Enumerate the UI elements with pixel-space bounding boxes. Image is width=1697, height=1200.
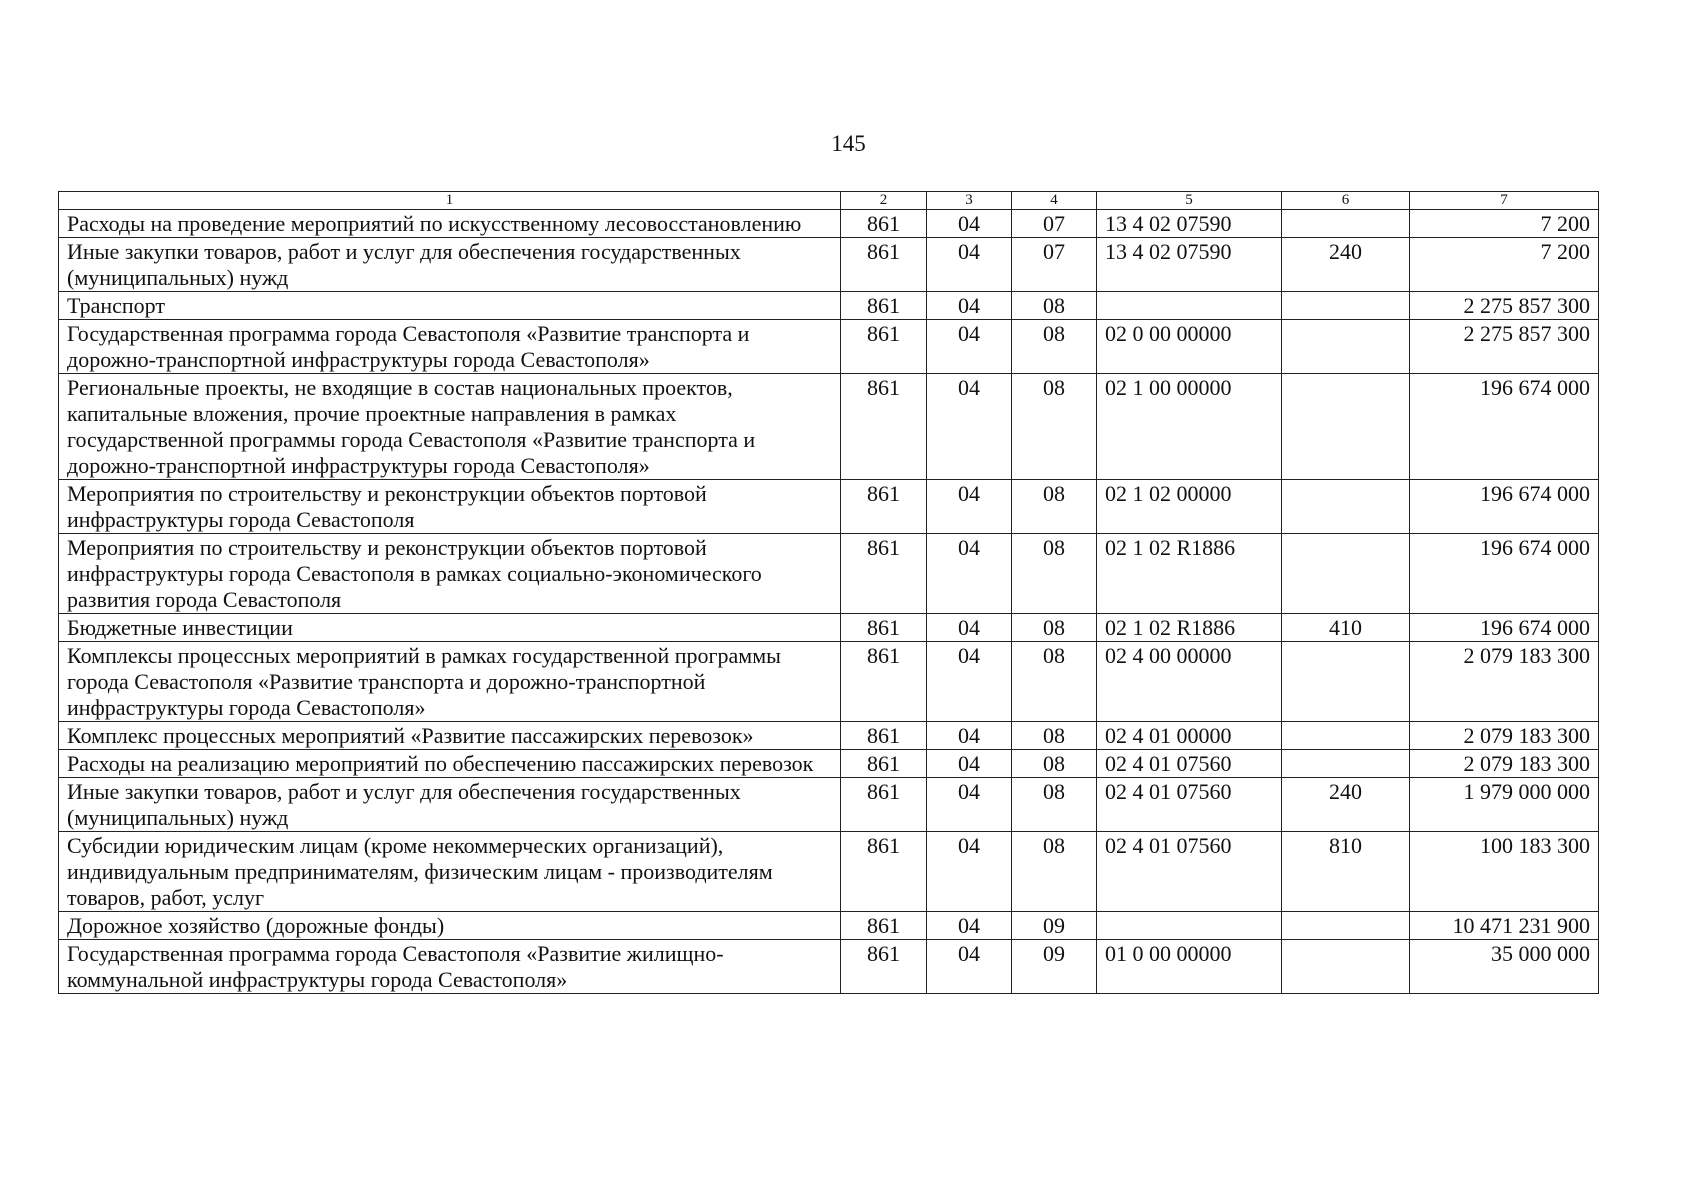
ministry-code: 861 (841, 750, 927, 778)
expense-kind-code (1282, 750, 1410, 778)
column-number: 3 (927, 192, 1012, 210)
table-row (59, 722, 1599, 750)
target-article-code: 02 4 01 00000 (1097, 722, 1282, 750)
table-row (59, 778, 1599, 832)
target-article-code: 02 1 02 00000 (1097, 480, 1282, 534)
page-number: 145 (831, 131, 866, 156)
section-code: 04 (927, 374, 1012, 480)
table-row (59, 750, 1599, 778)
section-code: 04 (927, 534, 1012, 614)
expense-kind-code (1282, 210, 1410, 238)
section-code: 04 (927, 480, 1012, 534)
row-name: Комплекс процессных мероприятий «Развитие пассажирских перевозок» (59, 722, 841, 750)
section-code: 04 (927, 210, 1012, 238)
table-row (59, 292, 1599, 320)
section-code: 04 (927, 292, 1012, 320)
subsection-code: 08 (1012, 722, 1097, 750)
row-name: Комплексы процессных мероприятий в рамках государственной программы города Севастополя «Развитие транспорта и дорожно-транспортной инфраструктуры города Севастополя» (59, 642, 841, 722)
column-number: 4 (1012, 192, 1097, 210)
column-number: 1 (59, 192, 841, 210)
expense-kind-code: 240 (1282, 238, 1410, 292)
amount: 2 275 857 300 (1410, 320, 1599, 374)
target-article-code: 13 4 02 07590 (1097, 210, 1282, 238)
amount: 7 200 (1410, 210, 1599, 238)
target-article-code: 02 1 02 R1886 (1097, 614, 1282, 642)
subsection-code: 08 (1012, 614, 1097, 642)
target-article-code: 13 4 02 07590 (1097, 238, 1282, 292)
section-code: 04 (927, 614, 1012, 642)
section-code: 04 (927, 642, 1012, 722)
section-code: 04 (927, 722, 1012, 750)
row-name: Региональные проекты, не входящие в состав национальных проектов, капитальные вложения, прочие проектные направления в рамках государственной программы города Севастополя «Развитие транспорта и дорожно-транспортной инфраструктуры города Севастополя» (59, 374, 841, 480)
section-code: 04 (927, 238, 1012, 292)
expense-kind-code: 810 (1282, 832, 1410, 912)
subsection-code: 08 (1012, 320, 1097, 374)
amount: 2 079 183 300 (1410, 750, 1599, 778)
target-article-code: 02 4 01 07560 (1097, 750, 1282, 778)
expense-kind-code: 410 (1282, 614, 1410, 642)
column-number: 7 (1410, 192, 1599, 210)
column-number-row (59, 192, 1599, 210)
row-name: Мероприятия по строительству и реконструкции объектов портовой инфраструктуры города Севастополя (59, 480, 841, 534)
subsection-code: 08 (1012, 642, 1097, 722)
table-row (59, 320, 1599, 374)
budget-table (58, 191, 1599, 994)
section-code: 04 (927, 750, 1012, 778)
subsection-code: 08 (1012, 480, 1097, 534)
target-article-code: 02 1 02 R1886 (1097, 534, 1282, 614)
ministry-code: 861 (841, 534, 927, 614)
table-row (59, 480, 1599, 534)
row-name: Субсидии юридическим лицам (кроме некоммерческих организаций), индивидуальным предпринимателям, физическим лицам - производителям товаров, работ, услуг (59, 832, 841, 912)
ministry-code: 861 (841, 374, 927, 480)
expense-kind-code: 240 (1282, 778, 1410, 832)
row-name: Бюджетные инвестиции (59, 614, 841, 642)
row-name: Мероприятия по строительству и реконструкции объектов портовой инфраструктуры города Севастополя в рамках социально-экономического развития города Севастополя (59, 534, 841, 614)
ministry-code: 861 (841, 722, 927, 750)
table-row (59, 940, 1599, 994)
target-article-code: 02 4 01 07560 (1097, 832, 1282, 912)
ministry-code: 861 (841, 480, 927, 534)
target-article-code: 02 4 00 00000 (1097, 642, 1282, 722)
expense-kind-code (1282, 534, 1410, 614)
subsection-code: 08 (1012, 750, 1097, 778)
subsection-code: 08 (1012, 534, 1097, 614)
amount: 2 275 857 300 (1410, 292, 1599, 320)
target-article-code (1097, 912, 1282, 940)
amount: 2 079 183 300 (1410, 642, 1599, 722)
target-article-code: 02 1 00 00000 (1097, 374, 1282, 480)
target-article-code: 02 4 01 07560 (1097, 778, 1282, 832)
section-code: 04 (927, 940, 1012, 994)
row-name: Иные закупки товаров, работ и услуг для обеспечения государственных (муниципальных) нужд (59, 238, 841, 292)
expense-kind-code (1282, 374, 1410, 480)
subsection-code: 08 (1012, 374, 1097, 480)
table-row (59, 238, 1599, 292)
amount: 1 979 000 000 (1410, 778, 1599, 832)
amount: 196 674 000 (1410, 374, 1599, 480)
amount: 196 674 000 (1410, 614, 1599, 642)
amount: 35 000 000 (1410, 940, 1599, 994)
subsection-code: 09 (1012, 912, 1097, 940)
subsection-code: 08 (1012, 292, 1097, 320)
budget-table-body (59, 210, 1599, 994)
amount: 10 471 231 900 (1410, 912, 1599, 940)
ministry-code: 861 (841, 832, 927, 912)
expense-kind-code (1282, 480, 1410, 534)
table-row (59, 534, 1599, 614)
row-name: Расходы на реализацию мероприятий по обеспечению пассажирских перевозок (59, 750, 841, 778)
row-name: Иные закупки товаров, работ и услуг для обеспечения государственных (муниципальных) нужд (59, 778, 841, 832)
target-article-code (1097, 292, 1282, 320)
target-article-code: 02 0 00 00000 (1097, 320, 1282, 374)
amount: 196 674 000 (1410, 534, 1599, 614)
column-number: 2 (841, 192, 927, 210)
ministry-code: 861 (841, 238, 927, 292)
table-row (59, 832, 1599, 912)
section-code: 04 (927, 832, 1012, 912)
ministry-code: 861 (841, 210, 927, 238)
expense-kind-code (1282, 642, 1410, 722)
subsection-code: 08 (1012, 832, 1097, 912)
amount: 196 674 000 (1410, 480, 1599, 534)
column-number: 6 (1282, 192, 1410, 210)
ministry-code: 861 (841, 642, 927, 722)
section-code: 04 (927, 320, 1012, 374)
ministry-code: 861 (841, 912, 927, 940)
ministry-code: 861 (841, 940, 927, 994)
section-code: 04 (927, 778, 1012, 832)
amount: 7 200 (1410, 238, 1599, 292)
expense-kind-code (1282, 912, 1410, 940)
table-row (59, 642, 1599, 722)
ministry-code: 861 (841, 292, 927, 320)
ministry-code: 861 (841, 320, 927, 374)
expense-kind-code (1282, 320, 1410, 374)
expense-kind-code (1282, 940, 1410, 994)
ministry-code: 861 (841, 614, 927, 642)
table-row (59, 374, 1599, 480)
subsection-code: 07 (1012, 210, 1097, 238)
row-name: Дорожное хозяйство (дорожные фонды) (59, 912, 841, 940)
row-name: Государственная программа города Севастополя «Развитие транспорта и дорожно-транспортной инфраструктуры города Севастополя» (59, 320, 841, 374)
row-name: Государственная программа города Севастополя «Развитие жилищно-коммунальной инфраструктуры города Севастополя» (59, 940, 841, 994)
expense-kind-code (1282, 292, 1410, 320)
row-name: Транспорт (59, 292, 841, 320)
target-article-code: 01 0 00 00000 (1097, 940, 1282, 994)
subsection-code: 08 (1012, 778, 1097, 832)
column-number: 5 (1097, 192, 1282, 210)
subsection-code: 09 (1012, 940, 1097, 994)
amount: 100 183 300 (1410, 832, 1599, 912)
subsection-code: 07 (1012, 238, 1097, 292)
ministry-code: 861 (841, 778, 927, 832)
expense-kind-code (1282, 722, 1410, 750)
table-row (59, 912, 1599, 940)
amount: 2 079 183 300 (1410, 722, 1599, 750)
row-name: Расходы на проведение мероприятий по искусственному лесовосстановлению (59, 210, 841, 238)
table-row (59, 210, 1599, 238)
table-row (59, 614, 1599, 642)
section-code: 04 (927, 912, 1012, 940)
